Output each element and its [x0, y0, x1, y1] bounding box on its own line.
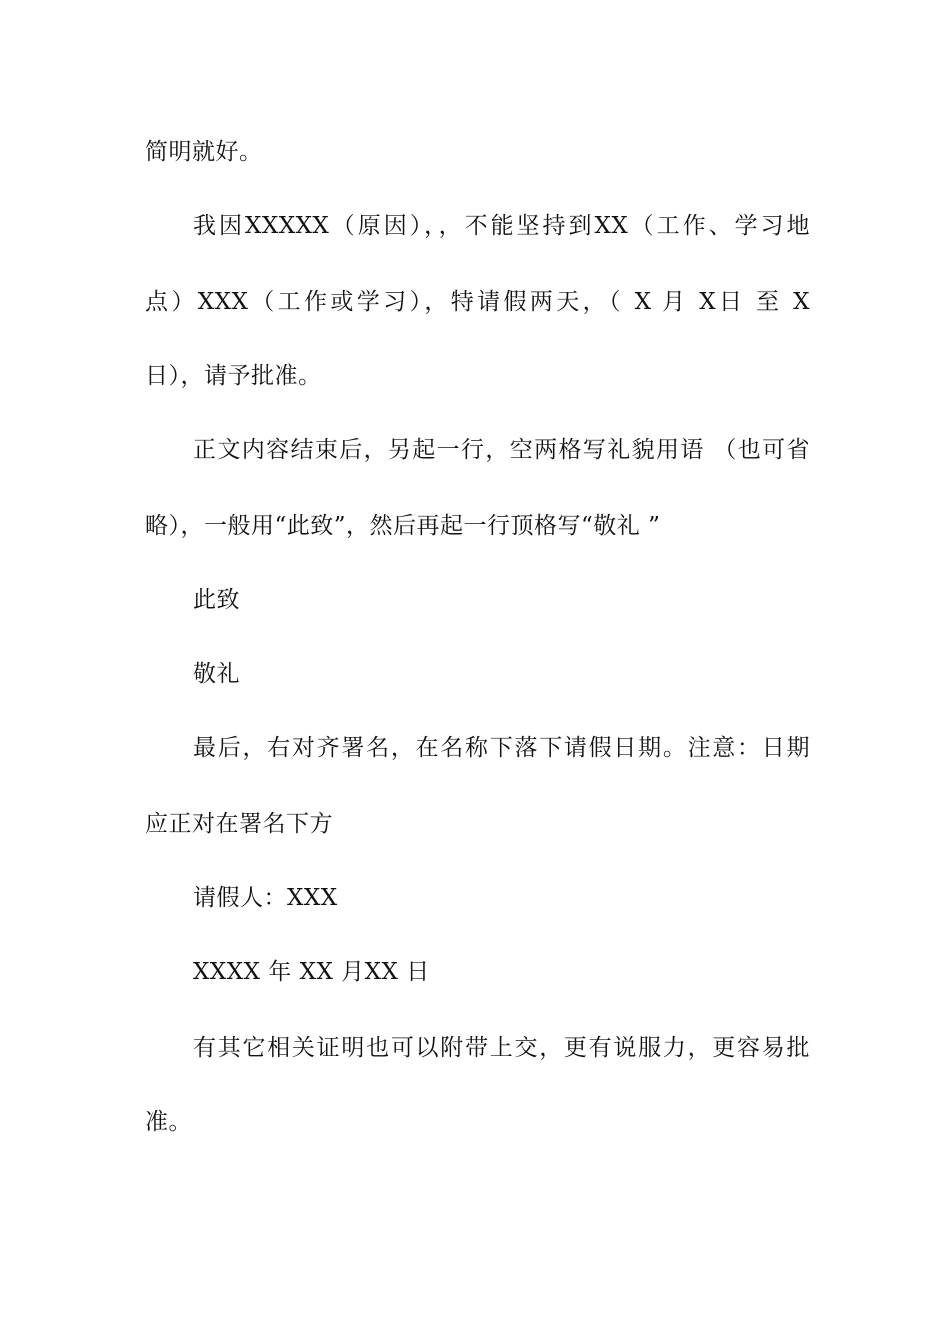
closing-line: 此致 — [193, 587, 240, 613]
paragraph-line: 简明就好。 — [145, 139, 263, 165]
closing-line: 敬礼 — [193, 661, 240, 687]
paragraph-line: 应正对在署名下方 — [145, 811, 333, 837]
paragraph-line: 我因XXXXX（原因），，不能坚持到XX（工作、学习地 — [193, 213, 810, 239]
paragraph-line: 最后，右对齐署名，在名称下落下请假日期。注意：日期 — [193, 735, 810, 761]
paragraph-line: 有其它相关证明也可以附带上交，更有说服力，更容易批 — [193, 1035, 810, 1061]
paragraph-line: 正文内容结束后，另起一行，空两格写礼貌用语 （也可省 — [193, 437, 810, 463]
paragraph-line: 准。 — [145, 1109, 192, 1135]
paragraph-line: 略），一般用“此致”，然后再起一行顶格写“敬礼 ” — [145, 513, 661, 539]
paragraph-line: 日），请予批准。 — [145, 363, 322, 389]
date-line: XXXX 年 XX 月XX 日 — [193, 959, 430, 985]
paragraph-line: 点）XXX（工作或学习），特请假两天，（ X 月 X日 至 X — [145, 289, 810, 315]
signature-line: 请假人：XXX — [193, 885, 338, 911]
